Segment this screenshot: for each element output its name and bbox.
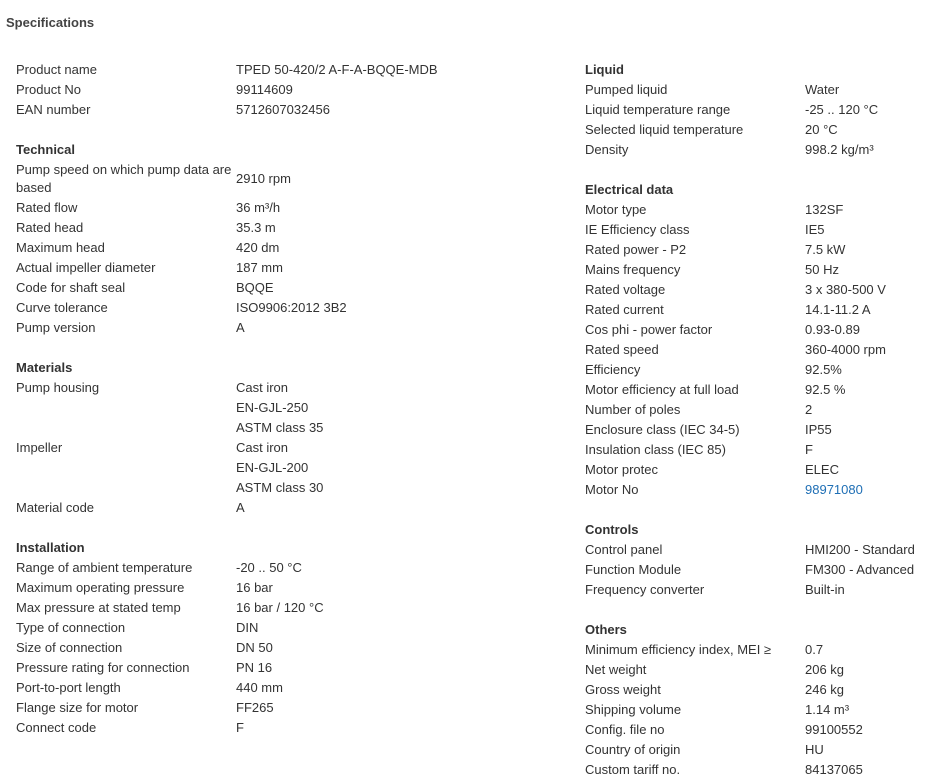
- spec-label: Pump version: [16, 320, 96, 335]
- spec-label: Type of connection: [16, 620, 126, 635]
- spec-row: [585, 580, 930, 600]
- materials-section: [16, 358, 561, 518]
- spec-label: Motor type: [585, 202, 647, 217]
- spec-value: Water: [805, 82, 840, 97]
- spec-label: Rated flow: [16, 200, 78, 215]
- spec-label: Pumped liquid: [585, 82, 668, 97]
- spec-row: [585, 560, 930, 580]
- spec-value: Cast iron: [236, 380, 289, 395]
- spec-label: Control panel: [585, 542, 663, 557]
- spec-value: -25 .. 120 °C: [805, 102, 879, 117]
- spec-row: [585, 540, 930, 560]
- spec-row: [585, 400, 930, 420]
- spec-row: [585, 300, 930, 320]
- section-title: Materials: [16, 360, 73, 375]
- spec-label: Maximum head: [16, 240, 105, 255]
- spec-label: Motor efficiency at full load: [585, 382, 739, 397]
- liquid-section: [585, 60, 930, 160]
- spec-value: 99100552: [805, 722, 863, 737]
- spec-label: Minimum efficiency index, MEI ≥: [585, 642, 772, 657]
- spec-label: Rated power - P2: [585, 242, 687, 257]
- spec-label: Rated head: [16, 220, 84, 235]
- spec-value: 50 Hz: [805, 262, 839, 277]
- spec-row: [585, 260, 930, 280]
- spec-row: [16, 298, 561, 318]
- spec-row: [585, 80, 930, 100]
- spec-value: Built-in: [805, 582, 845, 597]
- spec-row: [16, 638, 561, 658]
- installation-section: [16, 538, 561, 738]
- spec-row: [585, 720, 930, 740]
- spec-value: 2: [805, 402, 813, 417]
- spec-label: Country of origin: [585, 742, 681, 757]
- spec-value: FF265: [236, 700, 274, 715]
- spec-row: [585, 640, 930, 660]
- section-title: Electrical data: [585, 182, 674, 197]
- spec-row: [585, 700, 930, 720]
- spec-label: Custom tariff no.: [585, 762, 681, 777]
- spec-label: Max pressure at stated temp: [16, 600, 181, 615]
- spec-value: A: [236, 500, 245, 515]
- spec-row: [585, 240, 930, 260]
- spec-value: IP55: [805, 422, 832, 437]
- spec-row: [16, 438, 561, 498]
- spec-value: 20 °C: [805, 122, 838, 137]
- spec-value: 35.3 m: [236, 220, 276, 235]
- spec-value: 420 dm: [236, 240, 280, 255]
- spec-row: [16, 718, 561, 738]
- spec-label: Enclosure class (IEC 34-5): [585, 422, 740, 437]
- spec-row: [585, 340, 930, 360]
- electrical-section: [585, 180, 930, 500]
- general-section: [16, 60, 561, 120]
- spec-label: EAN number: [16, 102, 91, 117]
- spec-label: Rated voltage: [585, 282, 666, 297]
- spec-label: Connect code: [16, 720, 97, 735]
- spec-row: [16, 80, 561, 100]
- spec-row: [585, 280, 930, 300]
- spec-value-list: [236, 378, 323, 438]
- spec-label: Number of poles: [585, 402, 681, 417]
- spec-row: [16, 198, 561, 218]
- spec-value: -20 .. 50 °C: [236, 560, 302, 575]
- spec-value: Cast iron: [236, 440, 289, 455]
- spec-row: [16, 318, 561, 338]
- spec-value: 5712607032456: [236, 102, 330, 117]
- section-title: Others: [585, 622, 627, 637]
- spec-value: 132SF: [805, 202, 844, 217]
- technical-section: [16, 140, 561, 338]
- spec-value: 84137065: [805, 762, 863, 777]
- spec-value: HMI200 - Standard: [805, 542, 915, 557]
- spec-label: Motor No: [585, 482, 639, 497]
- spec-label: Config. file no: [585, 722, 665, 737]
- spec-row: [16, 238, 561, 258]
- spec-label: Function Module: [585, 562, 682, 577]
- spec-row: [16, 278, 561, 298]
- right-column: [585, 60, 930, 780]
- spec-label: IE Efficiency class: [585, 222, 690, 237]
- spec-value: BQQE: [236, 280, 274, 295]
- spec-row: [585, 140, 930, 160]
- spec-value: 2910 rpm: [236, 171, 291, 186]
- spec-row: [585, 480, 930, 500]
- others-section: [585, 620, 930, 780]
- controls-section: [585, 520, 930, 600]
- spec-row: [585, 680, 930, 700]
- spec-label: Pump speed on which pump data are based: [16, 162, 232, 195]
- spec-row: [16, 258, 561, 278]
- spec-row: [585, 100, 930, 120]
- section-title: Liquid: [585, 62, 624, 77]
- spec-label: Actual impeller diameter: [16, 260, 156, 275]
- spec-value: FM300 - Advanced: [805, 562, 915, 577]
- spec-row: [16, 100, 561, 120]
- left-column: [16, 60, 561, 738]
- spec-row: [16, 378, 561, 438]
- spec-value: F: [805, 442, 813, 457]
- spec-row: [585, 320, 930, 340]
- spec-row: [16, 658, 561, 678]
- spec-value: 206 kg: [805, 662, 845, 677]
- spec-row: [585, 380, 930, 400]
- spec-label: Code for shaft seal: [16, 280, 126, 295]
- spec-value: 99114609: [236, 82, 293, 97]
- spec-value: A: [236, 320, 245, 335]
- spec-label: Curve tolerance: [16, 300, 108, 315]
- spec-row: [16, 60, 561, 80]
- spec-row: [16, 498, 561, 518]
- spec-value: 998.2 kg/m³: [805, 142, 874, 157]
- spec-value: 0.93-0.89: [805, 322, 860, 337]
- section-title: Installation: [16, 540, 85, 555]
- spec-label: Mains frequency: [585, 262, 681, 277]
- spec-label: Rated speed: [585, 342, 659, 357]
- spec-label: Product No: [16, 82, 82, 97]
- spec-value: TPED 50-420/2 A-F-A-BQQE-MDB: [236, 62, 438, 77]
- spec-label: Efficiency: [585, 362, 641, 377]
- spec-value: IE5: [805, 222, 825, 237]
- spec-label: Frequency converter: [585, 582, 705, 597]
- spec-value: HU: [805, 742, 824, 757]
- spec-row: [16, 218, 561, 238]
- spec-row: [16, 698, 561, 718]
- spec-label: Size of connection: [16, 640, 123, 655]
- spec-row: [585, 360, 930, 380]
- spec-label: Material code: [16, 500, 95, 515]
- spec-label: Pressure rating for connection: [16, 660, 190, 675]
- spec-label: Density: [585, 142, 629, 157]
- spec-value: 16 bar: [236, 580, 273, 595]
- spec-label: Port-to-port length: [16, 680, 121, 695]
- spec-row: [585, 120, 930, 140]
- spec-value: EN-GJL-250: [236, 400, 309, 415]
- spec-value: F: [236, 720, 244, 735]
- spec-label: Impeller: [16, 440, 63, 455]
- spec-label: Maximum operating pressure: [16, 580, 185, 595]
- spec-row: [16, 618, 561, 638]
- spec-value: 360-4000 rpm: [805, 342, 886, 357]
- spec-row: [16, 578, 561, 598]
- spec-label: Rated current: [585, 302, 664, 317]
- spec-value: PN 16: [236, 660, 273, 675]
- spec-label: Cos phi - power factor: [585, 322, 713, 337]
- spec-row: [585, 440, 930, 460]
- spec-value: ISO9906:2012 3B2: [236, 300, 347, 315]
- spec-value: DIN: [236, 620, 259, 635]
- spec-row: [16, 160, 561, 198]
- spec-row: [585, 760, 930, 780]
- spec-row: [16, 598, 561, 618]
- spec-label: Product name: [16, 62, 97, 77]
- spec-label: Selected liquid temperature: [585, 122, 744, 137]
- spec-row: [585, 460, 930, 480]
- spec-value: 92.5%: [805, 362, 842, 377]
- spec-value: 246 kg: [805, 682, 845, 697]
- spec-label: Liquid temperature range: [585, 102, 731, 117]
- spec-row: [585, 740, 930, 760]
- motor-no-link[interactable]: 98971080: [805, 482, 863, 497]
- spec-label: Net weight: [585, 662, 647, 677]
- spec-row: [585, 420, 930, 440]
- spec-value: 440 mm: [236, 680, 283, 695]
- spec-value: 16 bar / 120 °C: [236, 600, 324, 615]
- spec-value: EN-GJL-200: [236, 460, 309, 475]
- spec-value: 1.14 m³: [805, 702, 850, 717]
- spec-label: Gross weight: [585, 682, 661, 697]
- spec-value-list: [236, 438, 323, 498]
- spec-row: [585, 220, 930, 240]
- spec-value: 7.5 kW: [805, 242, 846, 257]
- spec-value: 0.7: [805, 642, 824, 657]
- spec-row: [585, 200, 930, 220]
- spec-label: Flange size for motor: [16, 700, 139, 715]
- spec-value: 3 x 380-500 V: [805, 282, 886, 297]
- spec-label: Motor protec: [585, 462, 658, 477]
- spec-value: ASTM class 30: [236, 480, 324, 495]
- spec-label: Range of ambient temperature: [16, 560, 193, 575]
- spec-value: 187 mm: [236, 260, 283, 275]
- spec-value: ASTM class 35: [236, 420, 324, 435]
- spec-value: ELEC: [805, 462, 839, 477]
- page-title: Specifications: [6, 15, 95, 30]
- spec-value: 36 m³/h: [236, 200, 281, 215]
- spec-value: DN 50: [236, 640, 273, 655]
- spec-value: 14.1-11.2 A: [805, 302, 871, 317]
- spec-value: 92.5 %: [805, 382, 846, 397]
- spec-label: Shipping volume: [585, 702, 682, 717]
- section-title: Technical: [16, 142, 76, 157]
- spec-label: Pump housing: [16, 380, 100, 395]
- spec-row: [16, 678, 561, 698]
- spec-row: [16, 558, 561, 578]
- spec-label: Insulation class (IEC 85): [585, 442, 726, 457]
- section-title: Controls: [585, 522, 639, 537]
- spec-row: [585, 660, 930, 680]
